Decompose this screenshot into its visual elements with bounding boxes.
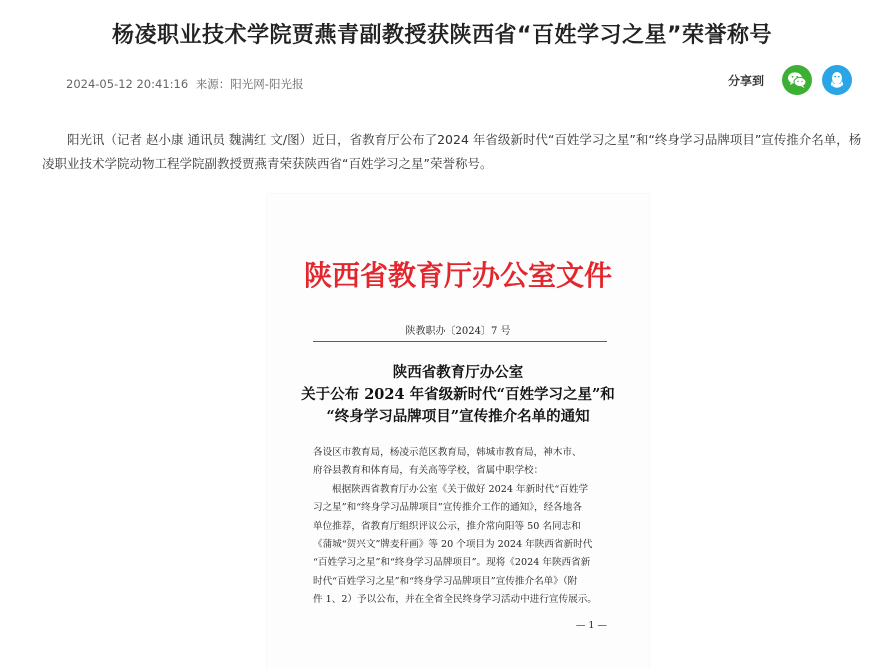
document-recipients: 府谷县教育和体育局，有关高等学校，省属中职学校： xyxy=(313,465,544,477)
document-paragraph-line: 根据陕西省教育厅办公室《关于做好 2024 年新时代“百姓学 xyxy=(332,483,589,495)
article-source: 来源：阳光网-阳光报 xyxy=(195,77,304,91)
article-title: 杨凌职业技术学院贾燕青副教授获陕西省“百姓学习之星”荣誉称号 xyxy=(112,23,772,48)
document-paragraph-line: 单位推荐，省教育厅组织评议公示，推介常向阳等 50 名同志和 xyxy=(313,520,581,532)
document-paragraph-line: “百姓学习之星”和“终身学习品牌项目”。现将《2024 年陕西省新 xyxy=(313,557,591,569)
document-paragraph-line: 《蒲城“贺兴文”牌麦秆画》等 20 个项目为 2024 年陕西省新时代 xyxy=(313,539,593,551)
wechat-icon xyxy=(787,71,807,89)
article-meta xyxy=(66,76,307,92)
document-body xyxy=(313,444,611,610)
document-page-number: — 1 — xyxy=(575,620,607,631)
document-title-line: 关于公布 2024 年省级新时代“百姓学习之星”和 xyxy=(301,386,615,403)
share-qq-button[interactable] xyxy=(822,65,852,95)
share-label: 分享到 xyxy=(728,73,765,88)
document-title-line: “终身学习品牌项目”宣传推介名单的通知 xyxy=(326,408,590,425)
share-wechat-button[interactable] xyxy=(782,65,812,95)
document-image xyxy=(267,194,649,669)
qq-icon xyxy=(829,71,845,89)
document-title xyxy=(267,362,649,428)
document-red-rule xyxy=(313,341,607,342)
document-paragraph-line: 时代“百姓学习之星”和“终身学习品牌项目”宣传推介名单》（附 xyxy=(313,575,578,587)
document-number: 陕教职办〔2024〕7 号 xyxy=(405,326,511,337)
publish-datetime: 2024-05-12 20:41:16 xyxy=(66,77,189,91)
document-recipients: 各设区市教育局，杨凌示范区教育局，韩城市教育局，神木市、 xyxy=(313,447,582,458)
document-header: 陕西省教育厅办公室文件 xyxy=(303,259,612,292)
share-bar xyxy=(728,63,862,97)
document-paragraph-line: 件 1、2）予以公布，并在全省全民终身学习活动中进行宣传展示。 xyxy=(313,594,597,606)
document-paragraph-line: 习之星”和“终身学习品牌项目”宣传推介工作的通知》，经各地各 xyxy=(313,502,582,514)
article-body: 阳光讯（记者 赵小康 通讯员 魏满红 文/图）近日，省教育厅公布了2024 年省级新时代“百姓学习之星”和“终身学习品牌项目”宣传推介名单，杨凌职业技术学院动物工程学院副教授贾燕青荣获陕西省“百姓学习之星”荣誉称号。 xyxy=(42,132,862,171)
document-title-line: 陕西省教育厅办公室 xyxy=(392,364,524,381)
